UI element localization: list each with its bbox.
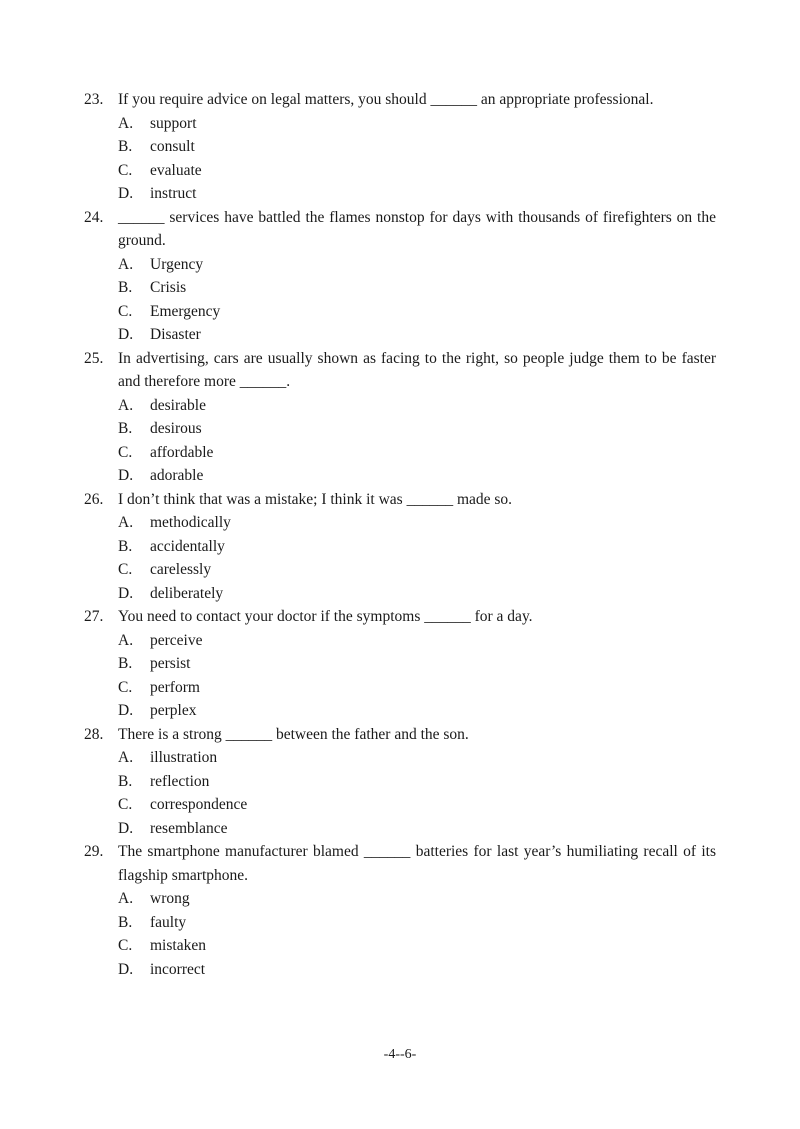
option-text: Emergency [150,302,221,320]
question-number: 24. [84,208,104,226]
option-text: evaluate [150,161,202,179]
option-item [84,159,716,183]
option-letter: C. [118,561,133,578]
option-text: instruct [150,185,197,202]
option-letter: A. [118,396,134,414]
option-text: methodically [150,514,231,531]
option-letter: B. [118,913,133,931]
option-item [84,323,716,347]
option-text: support [150,114,197,132]
option-item [84,629,716,653]
option-item [84,182,716,206]
option-letter: B. [118,420,133,437]
question-stem: If you require advice on legal matters, you should ______ an appropriate professional. [118,91,654,108]
page-number: -4--6- [383,1047,417,1062]
option-text: Disaster [150,326,201,343]
option-list [84,887,716,981]
option-letter: D. [118,326,134,343]
question-stem: In advertising, cars are usually shown as facing to the right, so people judge them to be faster and therefore more ______. [118,349,716,390]
question-stem-row [84,347,716,394]
option-letter: A. [118,514,134,531]
option-item [84,934,716,958]
option-letter: A. [118,631,134,649]
option-text: incorrect [150,960,206,978]
option-letter: D. [118,702,134,719]
option-item [84,676,716,700]
option-item [84,112,716,136]
question-stem-row [84,605,716,629]
option-text: consult [150,138,195,155]
option-item [84,464,716,488]
question-stem: There is a strong ______ between the father and the son. [118,725,469,743]
option-item [84,558,716,582]
option-text: affordable [150,443,214,461]
option-text: reflection [150,772,210,790]
option-item [84,300,716,324]
option-letter: C. [118,796,133,813]
question-item [84,206,716,347]
option-letter: C. [118,678,133,696]
option-item [84,746,716,770]
option-list [84,253,716,347]
option-letter: C. [118,443,133,461]
option-list [84,394,716,488]
option-item [84,770,716,794]
question-stem: The smartphone manufacturer blamed ______ batteries for last year’s humiliating recall of its flagship smartphone. [118,843,716,884]
option-item [84,699,716,723]
option-item [84,887,716,911]
option-text: persist [150,655,191,672]
option-letter: A. [118,749,134,766]
option-text: Crisis [150,279,187,296]
question-item [84,723,716,841]
option-list [84,112,716,206]
question-stem: ______ services have battled the flames nonstop for days with thousands of firefighters on the ground. [118,208,716,249]
question-number: 23. [84,91,104,108]
option-text: perform [150,678,200,696]
question-number: 29. [84,843,104,860]
question-item [84,840,716,981]
question-number: 28. [84,725,104,743]
question-item [84,347,716,488]
question-item [84,605,716,723]
option-text: desirous [150,420,202,437]
option-letter: D. [118,584,134,602]
option-item [84,253,716,277]
option-list [84,511,716,605]
option-letter: D. [118,185,134,202]
question-number: 25. [84,349,104,367]
option-text: accidentally [150,537,225,555]
option-text: mistaken [150,937,206,954]
option-item [84,793,716,817]
option-letter: D. [118,960,134,978]
option-letter: C. [118,302,133,320]
option-list [84,629,716,723]
option-item [84,958,716,982]
option-text: correspondence [150,796,248,813]
option-text: Urgency [150,255,204,273]
option-item [84,511,716,535]
question-stem-row [84,206,716,253]
question-list [84,88,716,981]
question-number: 27. [84,608,104,625]
option-item [84,652,716,676]
question-item [84,488,716,606]
option-letter: B. [118,537,133,555]
option-item [84,135,716,159]
option-item [84,417,716,441]
option-letter: D. [118,819,134,837]
question-stem-row [84,840,716,887]
option-text: faulty [150,913,187,931]
option-item [84,441,716,465]
option-item [84,394,716,418]
question-stem-row [84,88,716,112]
option-item [84,582,716,606]
option-letter: D. [118,467,134,484]
option-text: deliberately [150,584,224,602]
option-letter: C. [118,937,133,954]
option-text: desirable [150,396,206,414]
option-letter: B. [118,279,133,296]
option-letter: A. [118,114,134,132]
option-list [84,746,716,840]
option-text: perplex [150,702,197,719]
option-text: wrong [150,890,190,907]
option-item [84,911,716,935]
option-letter: A. [118,890,134,907]
option-text: resemblance [150,819,228,837]
question-number: 26. [84,490,104,508]
option-text: adorable [150,467,204,484]
question-stem-row [84,488,716,512]
option-letter: C. [118,161,133,179]
option-text: illustration [150,749,218,766]
option-item [84,276,716,300]
question-stem-row [84,723,716,747]
option-item [84,817,716,841]
option-letter: A. [118,255,134,273]
question-stem: You need to contact your doctor if the symptoms ______ for a day. [118,608,533,625]
option-letter: B. [118,138,133,155]
option-letter: B. [118,655,133,672]
option-text: perceive [150,631,203,649]
option-letter: B. [118,772,133,790]
question-item [84,88,716,206]
option-text: carelessly [150,561,212,578]
option-item [84,535,716,559]
question-stem: I don’t think that was a mistake; I think it was ______ made so. [118,490,513,508]
